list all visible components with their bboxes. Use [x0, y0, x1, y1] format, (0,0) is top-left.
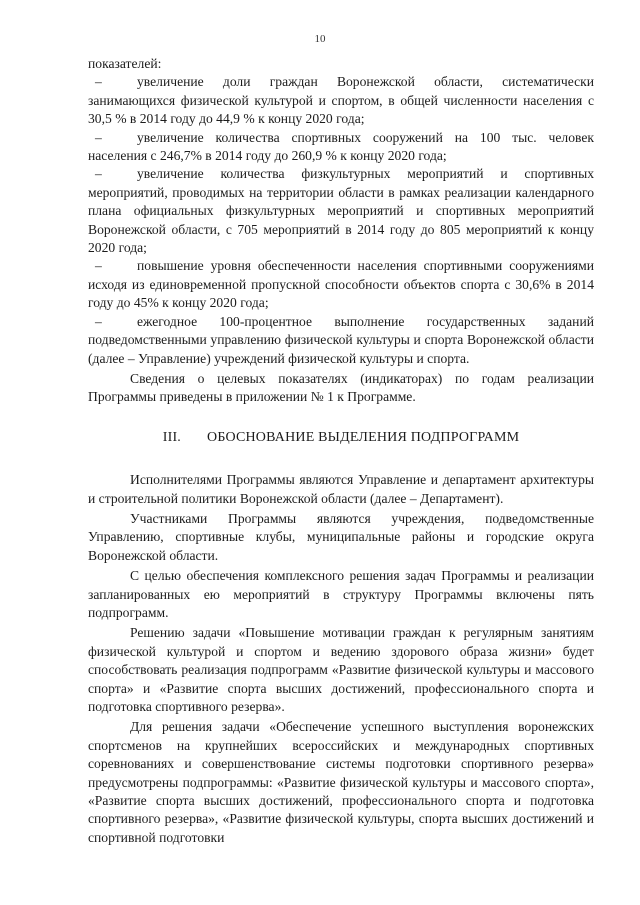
dash-marker: –: [95, 313, 102, 329]
page-number: 10: [314, 33, 326, 45]
section-number: III.: [162, 429, 182, 445]
body-paragraph: Исполнителями Программы являются Управление и департамент архитектуры и строительной политики Воронежской области (далее – Департамент).: [88, 472, 594, 506]
bullet-text: ежегодное 100-процентное выполнение государственных заданий подведомственными управлению физической культуры и спорта Воронежской области (далее – Управление) учреждений физической культуры и спорта.: [88, 313, 594, 366]
bullet-text: увеличение доли граждан Воронежской области, систематически занимающихся физической культурой и спортом, в общей численности населения с 30,5 % в 2014 году до 44,9 % к концу 2020 года;: [88, 74, 594, 127]
intro-line: показателей:: [88, 56, 162, 71]
bullet-text: увеличение количества физкультурных мероприятий и спортивных мероприятий, проводимых на территории области в рамках реализации календарного плана официальных физкультурных мероприятий и спортивных мероприятий Воронежской области, с 705 мероприятий в 2014 году до 805 мероприятий к концу 2020 года;: [88, 166, 594, 256]
section-title: ОБОСНОВАНИЕ ВЫДЕЛЕНИЯ ПОДПРОГРАММ: [207, 429, 520, 445]
bullet-text: увеличение количества спортивных сооружений на 100 тыс. человек населения с 246,7% в 2014 году до 260,9 % к концу 2020 года;: [88, 129, 594, 164]
section-heading: [88, 429, 594, 447]
dash-marker: –: [95, 258, 102, 274]
body-paragraph: Участниками Программы являются учреждения, подведомственные Управлению, спортивные клубы, муниципальные районы и городские округа Воронежской области.: [88, 510, 594, 563]
dash-marker: –: [95, 74, 102, 90]
body-paragraph: С целью обеспечения комплексного решения задач Программы и реализации запланированных ею мероприятий в структуру Программы включены пять подпрограмм.: [88, 568, 594, 620]
bullet-item: [88, 129, 594, 166]
bullet-item: [88, 73, 594, 128]
bullet-text: повышение уровня обеспеченности населения спортивными сооружениями исходя из единовременной пропускной способности объектов спорта с 30,6% в 2014 году до 45% к концу 2020 года;: [88, 258, 594, 311]
dash-marker: –: [95, 166, 102, 182]
dash-marker: –: [95, 129, 102, 145]
bullet-item: [88, 257, 594, 312]
indicators-paragraph: Сведения о целевых показателях (индикаторах) по годам реализации Программы приведены в приложении № 1 к Программе.: [88, 370, 594, 405]
body-paragraph: Для решения задачи «Обеспечение успешного выступления воронежских спортсменов на крупнейших всероссийских и международных спортивных соревнованиях и совершенствование системы подготовки спортивного резерва» предусмотрены подпрограммы: «Развитие физической культуры и массового спорта», «Развитие спорта высших достижений, профессионального спорта и подготовка спортивного резерва», «Развитие физической культуры, спорта высших достижений и спортивной подготовки: [88, 719, 594, 845]
bullet-item: [88, 165, 594, 257]
bullet-item: [88, 313, 594, 368]
body-paragraph: Решению задачи «Повышение мотивации граждан к регулярным занятиям физической культурой и спортом и ведению здорового образа жизни» будет способствовать реализация подпрограмм «Развитие физической культуры и массового спорта» и «Развитие спорта высших достижений, профессионального спорта и подготовка спортивного резерва».: [88, 625, 594, 714]
document-body: [88, 55, 594, 847]
